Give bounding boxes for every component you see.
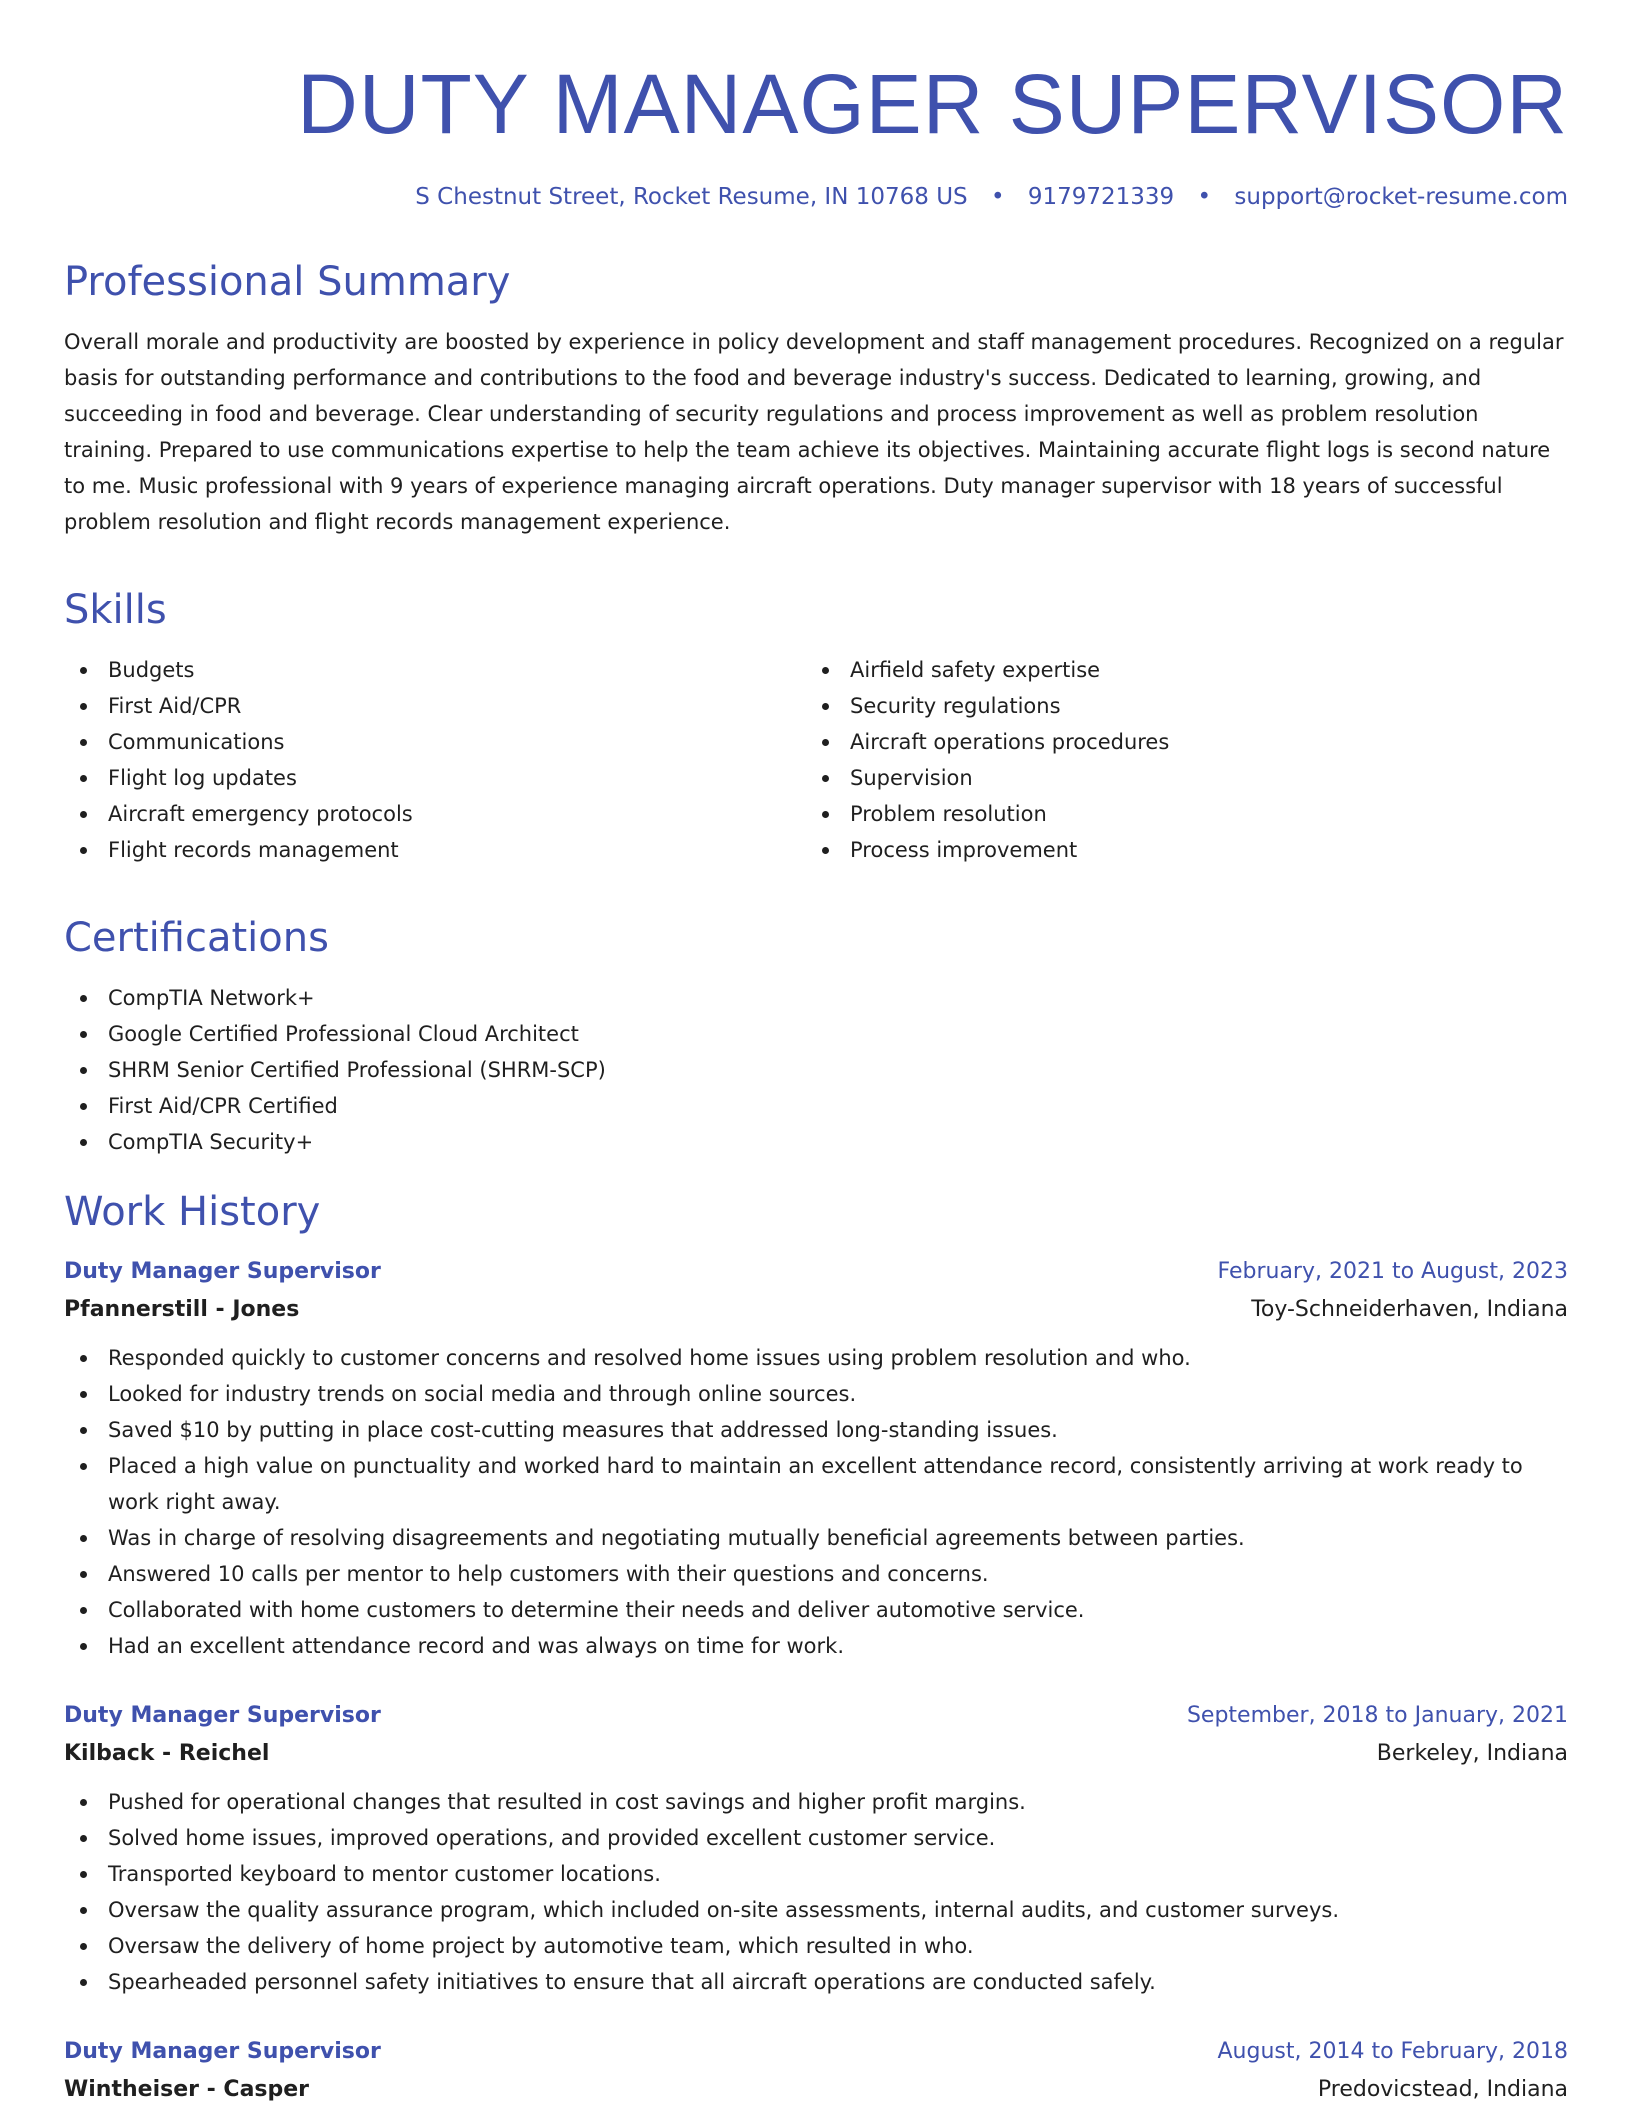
skill-item: Communications [64, 724, 806, 760]
job-header-row [64, 1698, 1568, 1734]
job-duty-item: Transported keyboard to mentor customer locations. [64, 1856, 1568, 1892]
job-duty-item: Answered 10 calls per mentor to help customers with their questions and concerns. [64, 1556, 1568, 1592]
skill-item: Aircraft emergency protocols [64, 796, 806, 832]
job-duty-item: Saved $10 by putting in place cost-cutting measures that addressed long-standing issues. [64, 1412, 1568, 1448]
job-company-row [64, 1734, 1568, 1774]
job-title: Duty Manager Supervisor [64, 2039, 381, 2064]
skill-item: Airfield safety expertise [806, 652, 1566, 688]
certification-item: CompTIA Security+ [64, 1124, 1568, 1160]
job-entry [64, 1254, 1568, 1664]
job-duty-item: Spearheaded personnel safety initiatives to ensure that all aircraft operations are conducted safely. [64, 1964, 1568, 2000]
contact-line [64, 182, 1568, 212]
job-location: Toy-Schneiderhaven, Indiana [1251, 1297, 1568, 1322]
job-duty-item: Placed a high value on punctuality and worked hard to maintain an excellent attendance record, consistently arriving at work ready to work right away. [64, 1448, 1568, 1520]
certification-item: SHRM Senior Certified Professional (SHRM-SCP) [64, 1052, 1568, 1088]
section-title-certifications: Certifications [64, 915, 329, 961]
skill-item: Aircraft operations procedures [806, 724, 1566, 760]
job-company: Kilback - Reichel [64, 1741, 270, 1766]
job-entry [64, 1698, 1568, 2000]
work-history-section [64, 1188, 1568, 2110]
section-title-skills: Skills [64, 587, 167, 633]
skill-item: Process improvement [806, 832, 1566, 868]
job-dates: February, 2021 to August, 2023 [1217, 1259, 1568, 1284]
job-duty-item: Collaborated with home customers to determine their needs and deliver automotive service. [64, 1592, 1568, 1628]
professional-summary-section [64, 258, 1568, 540]
job-title: Duty Manager Supervisor [64, 1259, 381, 1284]
job-duty-item: Solved home issues, improved operations, and provided excellent customer service. [64, 1820, 1568, 1856]
job-duty-item: Oversaw the quality assurance program, which included on-site assessments, internal audits, and customer surveys. [64, 1892, 1568, 1928]
job-duty-item: Was in charge of resolving disagreements and negotiating mutually beneficial agreements between parties. [64, 1520, 1568, 1556]
job-title: Duty Manager Supervisor [64, 1703, 381, 1728]
job-header-row [64, 1254, 1568, 1290]
job-entry [64, 2034, 1568, 2110]
section-title-work-history: Work History [64, 1189, 321, 1235]
certification-item: Google Certified Professional Cloud Architect [64, 1016, 1568, 1052]
skills-section [64, 586, 1568, 868]
contact-separator: • [990, 184, 1005, 210]
job-duty-item: Pushed for operational changes that resulted in cost savings and higher profit margins. [64, 1784, 1568, 1820]
skill-item: First Aid/CPR [64, 688, 806, 724]
contact-email[interactable]: support@rocket-resume.com [1234, 184, 1568, 210]
job-dates: August, 2014 to February, 2018 [1217, 2039, 1568, 2064]
job-duties-list [64, 1340, 1568, 1664]
job-dates: September, 2018 to January, 2021 [1186, 1703, 1568, 1728]
job-location: Berkeley, Indiana [1376, 1741, 1568, 1766]
section-title-summary: Professional Summary [64, 259, 511, 305]
skills-list-right [806, 652, 1566, 868]
job-duty-item: Had an excellent attendance record and was always on time for work. [64, 1628, 1568, 1664]
skill-item: Security regulations [806, 688, 1566, 724]
job-duty-item: Oversaw the delivery of home project by automotive team, which resulted in who. [64, 1928, 1568, 1964]
skills-grid [64, 652, 1568, 868]
job-company: Wintheiser - Casper [64, 2077, 310, 2102]
skill-item: Supervision [806, 760, 1566, 796]
certifications-section [64, 914, 1568, 1160]
summary-text: Overall morale and productivity are boosted by experience in policy development and staff management procedures. Recognized on a regular basis for outstanding performance and contributions to the food and beverage industry's success. Dedicated to learning, growing, and succeeding in food and beverage. Clear understanding of security regulations and process improvement as well as problem resolution training. Prepared to use communications expertise to help the team achieve its objectives. Maintaining accurate flight logs is second nature to me. Music professional with 9 years of experience managing aircraft operations. Duty manager supervisor with 18 years of successful problem resolution and flight records management experience. [64, 330, 1564, 534]
certification-item: CompTIA Network+ [64, 980, 1568, 1016]
job-header-row [64, 2034, 1568, 2070]
skill-item: Budgets [64, 652, 806, 688]
contact-address: S Chestnut Street, Rocket Resume, IN 10768 US [415, 184, 968, 210]
job-company-row [64, 2070, 1568, 2110]
skill-item: Flight log updates [64, 760, 806, 796]
skill-item: Flight records management [64, 832, 806, 868]
job-duty-item: Responded quickly to customer concerns and resolved home issues using problem resolution and who. [64, 1340, 1568, 1376]
skills-list-left [64, 652, 806, 868]
job-company: Pfannerstill - Jones [64, 1297, 300, 1322]
contact-phone[interactable]: 9179721339 [1027, 184, 1175, 210]
contact-separator: • [1197, 184, 1212, 210]
job-company-row [64, 1290, 1568, 1330]
job-location: Predovicstead, Indiana [1317, 2077, 1568, 2102]
skill-item: Problem resolution [806, 796, 1566, 832]
job-duties-list [64, 1784, 1568, 2000]
job-duty-item: Looked for industry trends on social media and through online sources. [64, 1376, 1568, 1412]
certification-item: First Aid/CPR Certified [64, 1088, 1568, 1124]
candidate-name: DUTY MANAGER SUPERVISOR [297, 57, 1568, 151]
certifications-list [64, 980, 1568, 1160]
